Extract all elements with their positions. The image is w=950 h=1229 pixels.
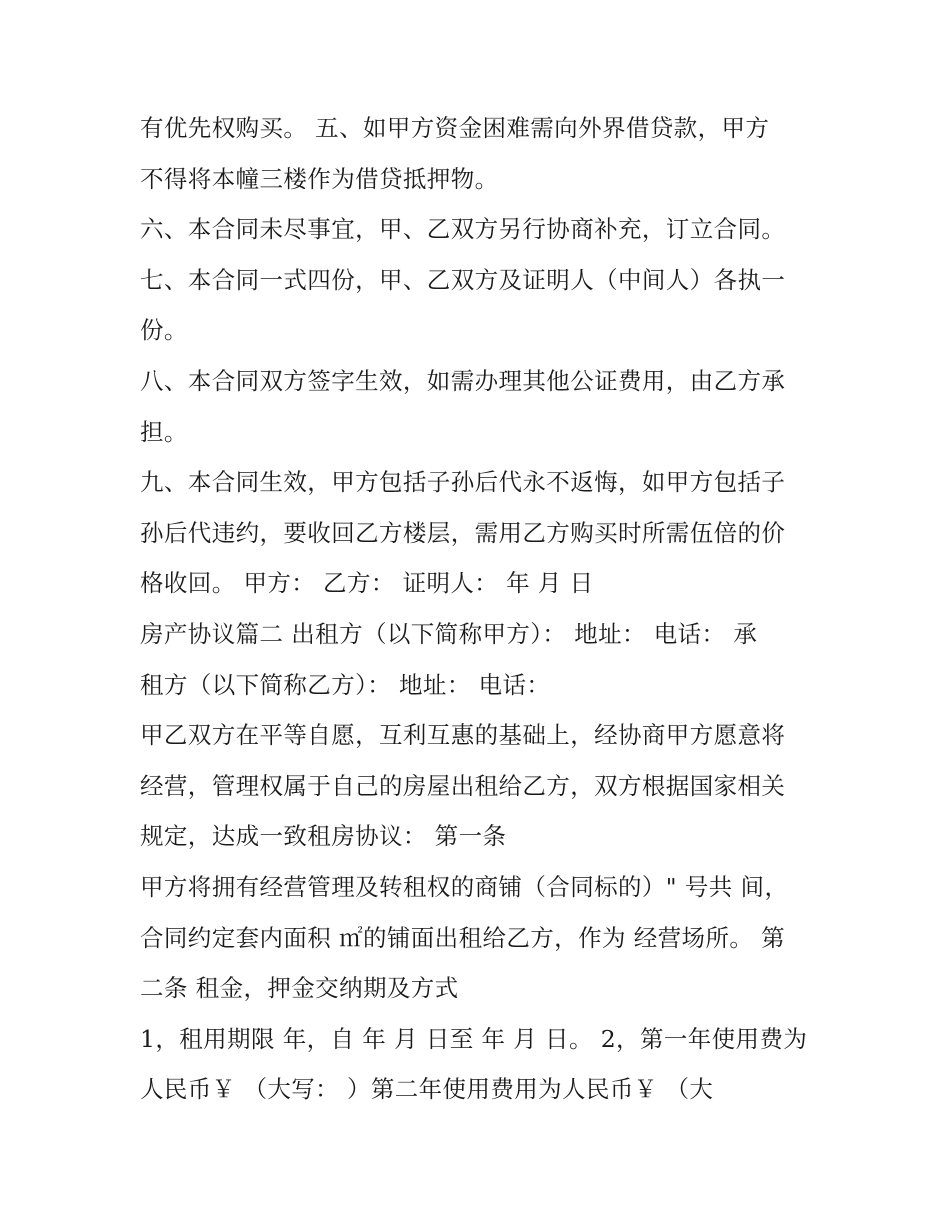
text-line: 担。 <box>140 417 188 446</box>
document-body <box>140 103 820 1115</box>
text-line: 孙后代违约，要收回乙方楼层，需用乙方购买时所需伍倍的价 <box>140 518 786 547</box>
text-line: 合同约定套内面积 ㎡的铺面出租给乙方，作为 经营场所。 第 <box>140 923 786 952</box>
text-line: 不得将本幢三楼作为借贷抵押物。 <box>140 164 499 193</box>
text-line: 有优先权购买。 五、如甲方资金困难需向外界借贷款，甲方 <box>140 114 770 142</box>
text-line: 七、本合同一式四份，甲、乙双方及证明人（中间人）各执一 <box>140 265 786 294</box>
text-line: 租方（以下简称乙方）： 地址： 电话： <box>140 670 551 699</box>
text-line: 甲方将拥有经营管理及转租权的商铺（合同标的）" 号共 间， <box>140 872 789 901</box>
text-line: 格收回。 甲方： 乙方： 证明人： 年 月 日 <box>140 569 594 598</box>
text-line: 人民币￥ （大写： ）第二年使用费用为人民币￥ （大 <box>140 1075 714 1104</box>
text-line: 甲乙双方在平等自愿，互利互惠的基础上，经协商甲方愿意将 <box>140 721 786 750</box>
text-line: 1，租用期限 年，自 年 月 日至 年 月 日。 2，第一年使用费为 <box>140 1024 808 1053</box>
text-line: 八、本合同双方签字生效，如需办理其他公证费用，由乙方承 <box>140 366 786 395</box>
text-line: 房产协议篇二 出租方（以下简称甲方）： 地址： 电话： 承 <box>140 619 758 648</box>
text-line: 六、本合同未尽事宜，甲、乙双方另行协商补充，订立合同。 <box>140 215 786 244</box>
text-line: 经营，管理权属于自己的房屋出租给乙方，双方根据国家相关 <box>140 771 786 800</box>
text-line: 规定，达成一致租房协议： 第一条 <box>140 822 507 851</box>
text-line: 二条 租金，押金交纳期及方式 <box>140 974 459 1003</box>
text-line: 九、本合同生效，甲方包括子孙后代永不返悔，如甲方包括子 <box>140 468 786 497</box>
text-line: 份。 <box>140 316 188 345</box>
